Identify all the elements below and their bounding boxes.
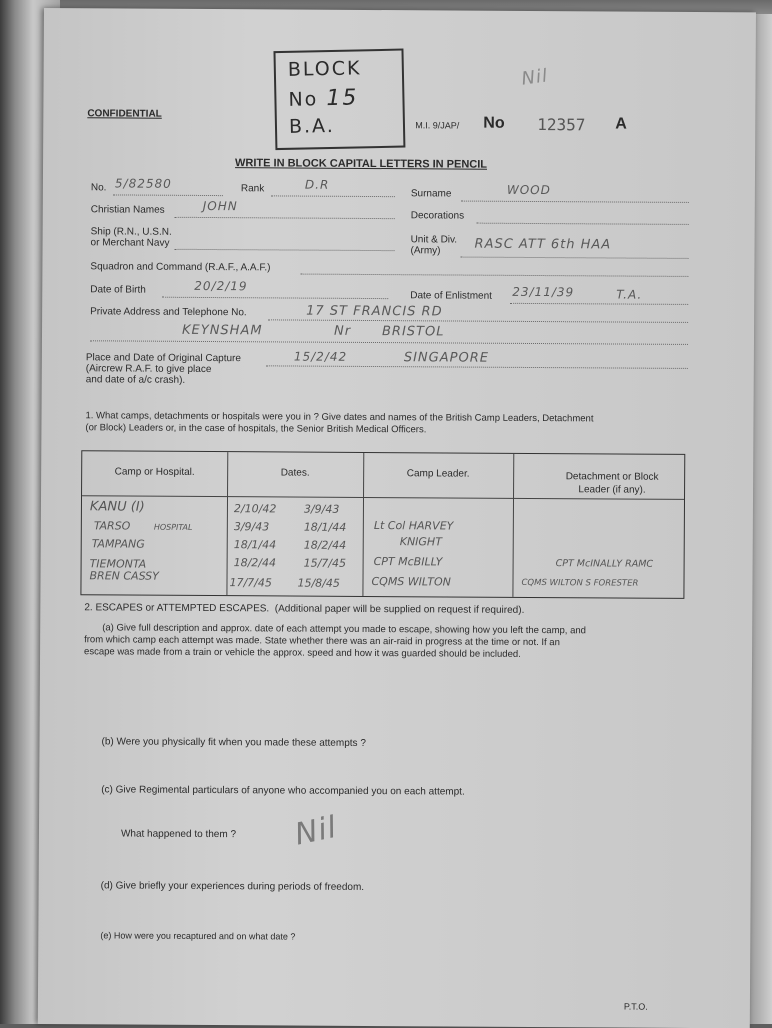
row-1-from: 2/10/42 <box>233 502 277 516</box>
dob-value: 20/2/19 <box>194 278 248 294</box>
ref-code: M.I. 9/JAP/ <box>415 120 460 131</box>
dob-line <box>162 297 388 299</box>
row-3-to: 18/2/44 <box>303 538 347 552</box>
decorations-label: Decorations <box>410 210 465 222</box>
address-line-b <box>90 340 688 345</box>
row-2-from: 3/9/43 <box>233 520 270 534</box>
capture-label: Place and Date of Original Capture <box>85 352 241 365</box>
row-4-leader: CPT McBILLY <box>373 555 443 569</box>
instruction-heading: WRITE IN BLOCK CAPITAL LETTERS IN PENCIL <box>235 157 488 171</box>
address-line-4: BRISTOL <box>381 324 445 340</box>
row-5-detachment: CQMS WILTON S FORESTER <box>521 577 639 589</box>
question-2-title <box>84 602 524 616</box>
serial-no-label: No <box>483 114 505 132</box>
enlistment-label: Date of Enlistment <box>410 290 492 302</box>
question-1-text-2: (or Block) Leaders or, in the case of hospitals, the Senior British Medical Officers. <box>85 422 427 436</box>
rank-label: Rank <box>240 183 265 195</box>
question-2-heading: 2. ESCAPES or ATTEMPTED ESCAPES. <box>84 602 270 615</box>
surname-value: WOOD <box>506 182 551 198</box>
squadron-line <box>300 274 688 277</box>
service-no-label: No. <box>90 182 107 194</box>
unit-label-2: (Army) <box>410 245 441 257</box>
question-1-text: 1. What camps, detachments or hospitals were you in ? Give dates and names of the British Camp Leaders, Detachment <box>85 410 594 425</box>
row-4-to: 15/7/45 <box>303 556 347 570</box>
pto-label: P.T.O. <box>623 1001 648 1012</box>
enlistment-suffix: T.A. <box>616 287 643 302</box>
enlistment-line <box>510 303 688 305</box>
capture-date: 15/2/42 <box>293 349 348 364</box>
stamp-line-3: B.A. <box>288 114 335 138</box>
christian-names-value: JOHN <box>202 198 238 214</box>
capture-place: SINGAPORE <box>403 350 490 366</box>
question-2c-answer: Nil <box>291 809 341 853</box>
row-4-from: 18/2/44 <box>233 556 277 570</box>
capture-label-3: and date of a/c crash). <box>85 374 186 386</box>
rank-line <box>271 195 395 197</box>
question-2b: (b) Were you physically fit when you made these attempts ? <box>101 736 366 749</box>
row-4-detachment: CPT McINALLY RAMC <box>555 558 654 570</box>
row-5-to: 15/8/45 <box>297 576 340 590</box>
classification-label: CONFIDENTIAL <box>87 108 162 120</box>
row-1-to: 3/9/43 <box>303 502 340 516</box>
enlistment-value: 23/11/39 <box>512 284 575 300</box>
surname-label: Surname <box>410 188 452 200</box>
question-2a-line-2: from which camp each attempt was made. State whether there was an air-raid in progress at the time or not. If an <box>84 634 560 649</box>
surname-line <box>461 201 689 203</box>
row-5-from: 17/7/45 <box>229 576 272 590</box>
row-1-camp: KANU (I) <box>89 499 145 515</box>
row-3-leader: KNIGHT <box>399 535 442 549</box>
squadron-label: Squadron and Command (R.A.F., A.A.F.) <box>90 261 271 274</box>
address-line-3: Nr <box>333 323 352 339</box>
capture-label-2: (Aircrew R.A.F. to give place <box>85 363 212 376</box>
question-2a-line-3: escape was made from a train or vehicle the approx. speed and how it was guarded should be included. <box>84 646 521 660</box>
row-3-from: 18/1/44 <box>233 538 277 552</box>
block-stamp <box>273 49 405 151</box>
question-2-note: (Additional paper will be supplied on request if required). <box>274 603 525 616</box>
row-3-camp: TAMPANG <box>91 537 145 551</box>
question-2c-followup: What happened to them ? <box>120 828 237 841</box>
ship-label-2: or Merchant Navy <box>90 237 170 249</box>
unit-line <box>460 257 688 259</box>
unit-value: RASC ATT 6th HAA <box>474 236 612 253</box>
stamp-line-1: BLOCK <box>287 57 362 81</box>
dob-label: Date of Birth <box>90 284 146 296</box>
question-2d: (d) Give briefly your experiences during periods of freedom. <box>100 880 365 893</box>
rank-value: D.R <box>304 177 330 192</box>
serial-suffix: A <box>615 115 627 133</box>
row-5-leader: CQMS WILTON <box>371 575 451 589</box>
header-camp-leader: Camp Leader. <box>406 468 470 480</box>
header-detachment: Detachment or Block Leader (if any). <box>565 471 659 496</box>
stamp-line-2 <box>288 85 358 111</box>
ship-label: Ship (R.N., U.S.N. <box>90 226 172 238</box>
decorations-line <box>477 223 689 225</box>
address-line-2: KEYNSHAM <box>181 322 263 339</box>
header-dates: Dates. <box>280 467 310 479</box>
address-line-1: 17 ST FRANCIS RD <box>306 303 443 320</box>
ship-line <box>175 249 395 251</box>
address-line <box>268 319 688 323</box>
unit-label: Unit & Div. <box>410 234 458 246</box>
row-4-camp: TIEMONTA <box>89 557 147 571</box>
row-2-camp: TARSO <box>93 519 131 533</box>
address-label: Private Address and Telephone No. <box>90 306 247 319</box>
row-2-leader: Lt Col HARVEY <box>373 519 454 533</box>
row-2-camp-note: HOSPITAL <box>153 522 193 532</box>
camps-table <box>80 450 685 599</box>
question-2a-line-1: (a) Give full description and approx. date of each attempt you made to escape, showing how you left the camp, and <box>102 622 586 637</box>
questionnaire-sheet <box>38 8 756 1028</box>
capture-line <box>266 365 688 369</box>
service-no-value: 5/82580 <box>114 176 172 191</box>
christian-names-line <box>175 217 395 219</box>
header-camp: Camp or Hospital. <box>114 466 195 478</box>
margin-note: Nil <box>520 65 550 90</box>
stamp-block-number: 15 <box>326 85 359 112</box>
row-5-camp: BREN CASSY <box>89 569 159 583</box>
question-2c: (c) Give Regimental particulars of anyone who accompanied you on each attempt. <box>101 784 465 798</box>
christian-names-label: Christian Names <box>90 204 165 216</box>
stamp-no: No <box>288 88 319 111</box>
serial-number: 12357 <box>537 115 586 135</box>
question-2e: (e) How were you recaptured and on what date ? <box>100 930 296 942</box>
row-2-to: 18/1/44 <box>303 520 347 534</box>
service-no-line <box>113 194 223 196</box>
